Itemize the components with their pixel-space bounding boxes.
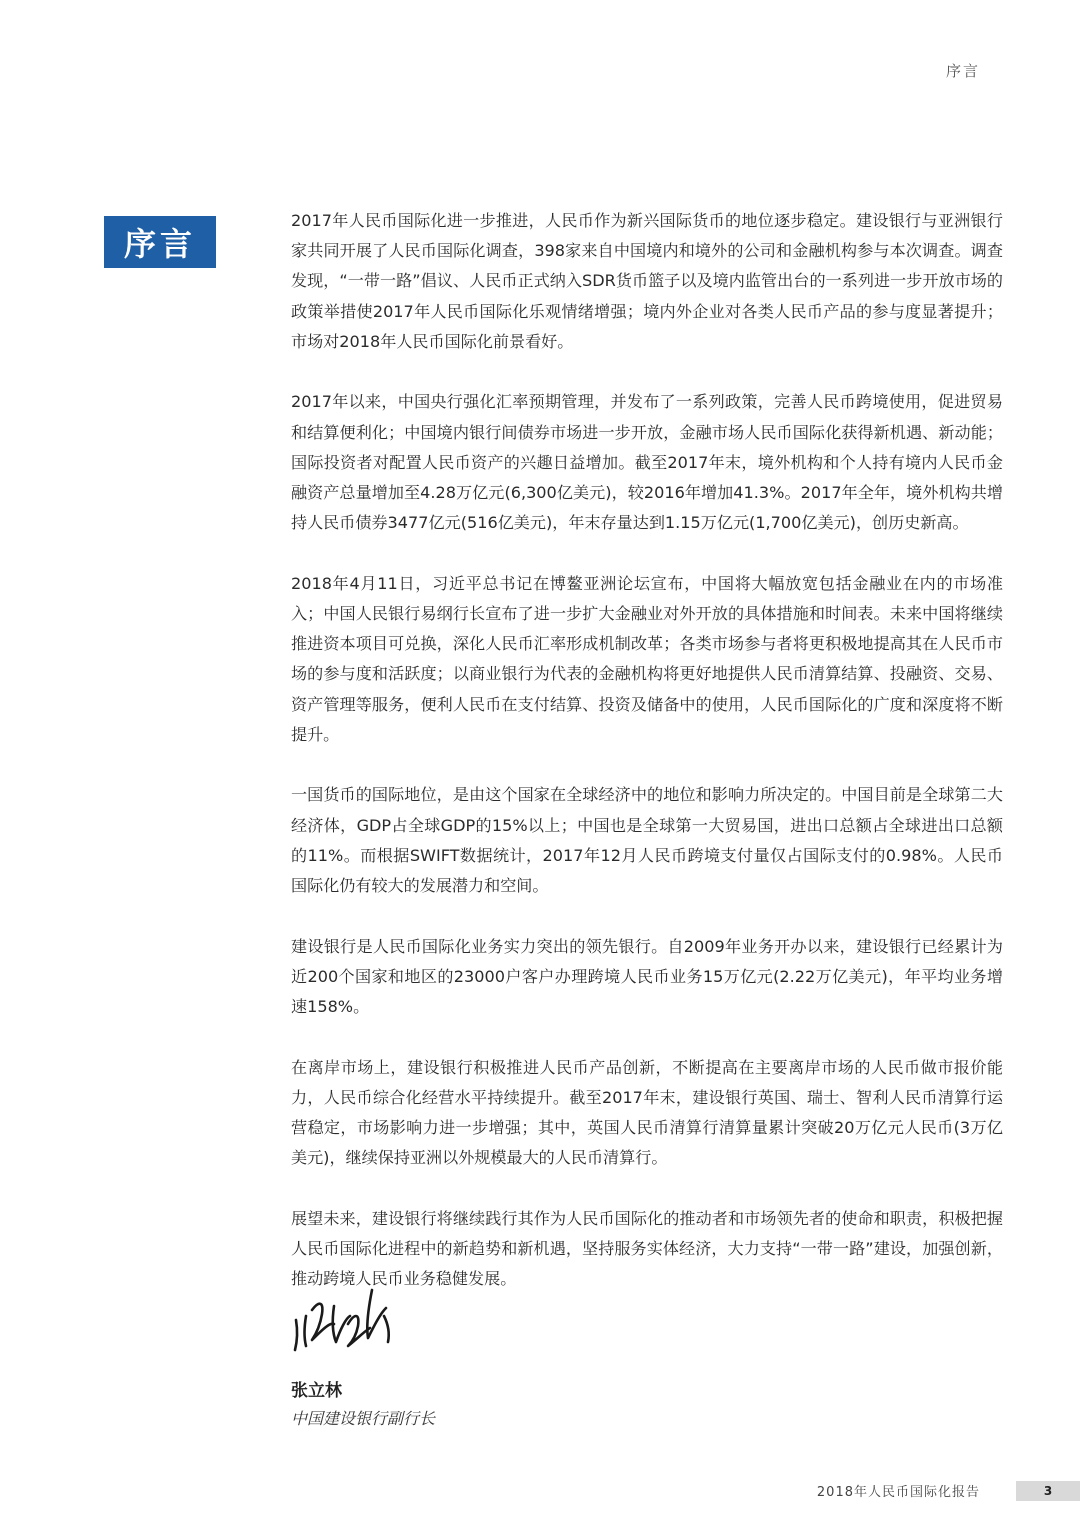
signer-title: 中国建设银行副行长 [291,1409,436,1428]
paragraph-4: 一国货币的国际地位，是由这个国家在全球经济中的地位和影响力所决定的。中国目前是全球第二大经济体，GDP占全球GDP的15%以上；中国也是全球第一大贸易国，进出口总额占全球进出口总额的11%。而根据SWIFT数据统计，2017年12月人民币跨境支付量仅占国际支付的0.98%。人民币国际化仍有较大的发展潜力和空间。 [291,785,1003,896]
paragraph-3: 2018年4月11日，习近平总书记在博鳌亚洲论坛宣布，中国将大幅放宽包括金融业在内的市场准入；中国人民银行易纲行长宣布了进一步扩大金融业对外开放的具体措施和时间表。未来中国将继续推进资本项目可兑换，深化人民币汇率形成机制改革；各类市场参与者将更积极地提高其在人民币市场的参与度和活跃度；以商业银行为代表的金融机构将更好地提供人民币清算结算、投融资、交易、资产管理等服务，便利人民币在支付结算、投资及储备中的使用，人民币国际化的广度和深度将不断提升。 [291,573,1003,744]
paragraph-1: 2017年人民币国际化进一步推进，人民币作为新兴国际货币的地位逐步稳定。建设银行与亚洲银行家共同开展了人民币国际化调查，398家来自中国境内和境外的公司和金融机构参与本次调查。调查发现，“一带一路”倡议、人民币正式纳入SDR货币篮子以及境内监管出台的一系列进一步开放市场的政策举措使2017年人民币国际化乐观情绪增强；境内外企业对各类人民币产品的参与度显著提升；市场对2018年人民币国际化前景看好。 [291,211,1003,351]
section-title-badge: 序言 [104,216,216,268]
body-text [291,206,1003,1325]
paragraph-5: 建设银行是人民币国际化业务实力突出的领先银行。自2009年业务开办以来，建设银行已经累计为近200个国家和地区的23000户客户办理跨境人民币业务15万亿元(2.22万亿美元)，年平均业务增速158%。 [291,936,1003,1017]
paragraph-6: 在离岸市场上，建设银行积极推进人民币产品创新，不断提高在主要离岸市场的人民币做市报价能力，人民币综合化经营水平持续提升。截至2017年末，建设银行英国、瑞士、智利人民币清算行运营稳定，市场影响力进一步增强；其中，英国人民币清算行清算量累计突破20万亿元人民币(3万亿美元)，继续保持亚洲以外规模最大的人民币清算行。 [291,1057,1003,1168]
running-header: 序言 [945,62,980,80]
signer-name: 张立林 [291,1381,342,1401]
paragraph-2: 2017年以来，中国央行强化汇率预期管理，并发布了一系列政策，完善人民币跨境使用，促进贸易和结算便利化；中国境内银行间债券市场进一步开放，金融市场人民币国际化获得新机遇、新动能；国际投资者对配置人民币资产的兴趣日益增加。截至2017年末，境外机构和个人持有境内人民币金融资产总量增加至4.28万亿元(6,300亿美元)，较2016年增加41.3%。2017年全年，境外机构共增持人民币债券3477亿元(516亿美元)，年末存量达到1.15万亿元(1,700亿美元)，创历史新高。 [291,392,1003,533]
paragraph-7: 展望未来，建设银行将继续践行其作为人民币国际化的推动者和市场领先者的使命和职责，积极把握人民币国际化进程中的新趋势和新机遇，坚持服务实体经济，大力支持“一带一路”建设，加强创新，推动跨境人民币业务稳健发展。 [291,1208,1003,1289]
page-number: 3 [1016,1481,1080,1501]
footer-report-title: 2018年人民币国际化报告 [816,1485,980,1500]
handwritten-signature-icon [288,1280,398,1360]
